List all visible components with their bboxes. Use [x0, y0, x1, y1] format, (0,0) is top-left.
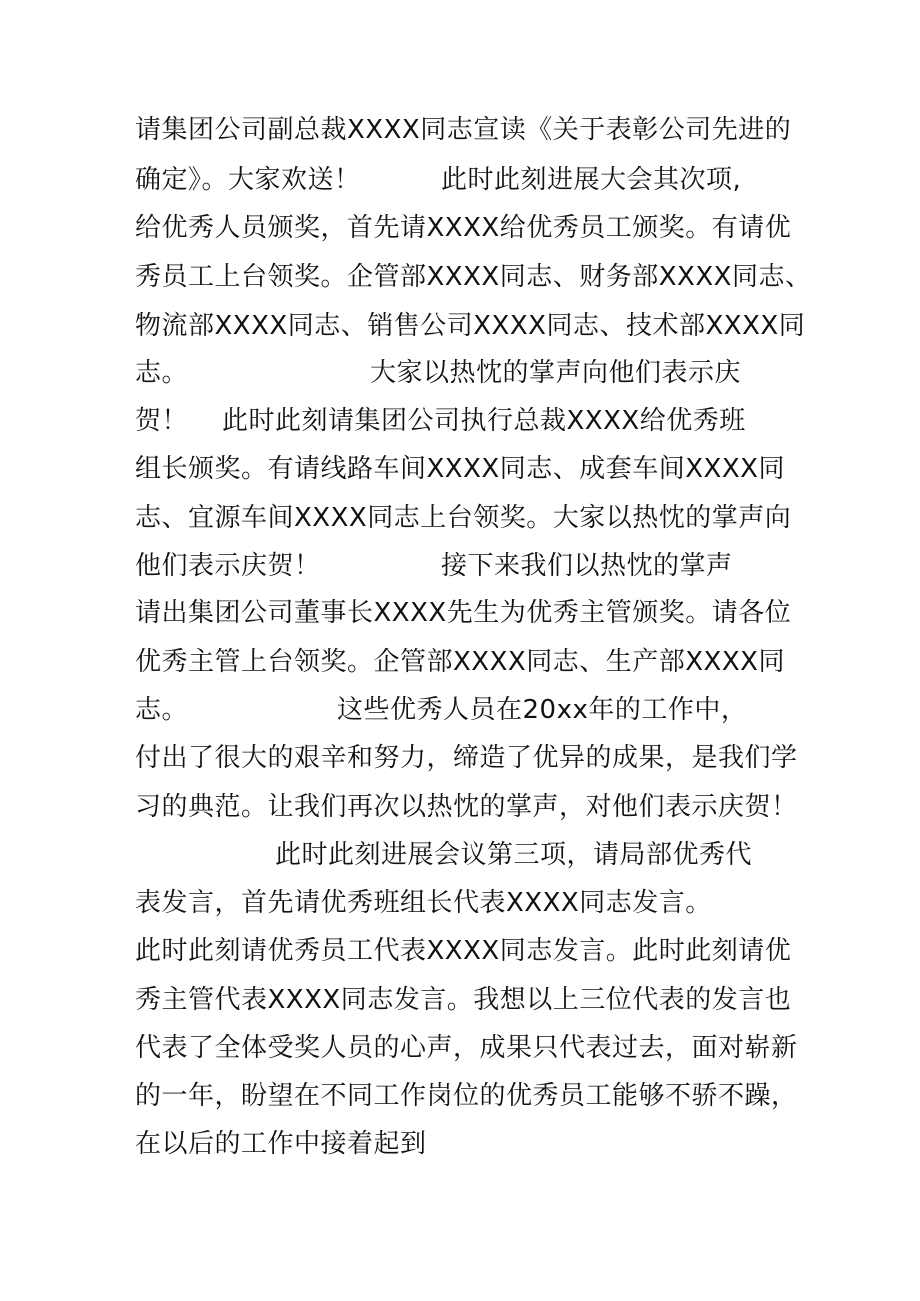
text-line: 贺！: [135, 406, 189, 436]
text-line: 此时此刻请优秀员工代表XXXX同志发言。此时此刻请优: [135, 936, 792, 966]
text-line: 请出集团公司董事长XXXX先生为优秀主管颁奖。请各位: [135, 598, 792, 628]
text-line: 这些优秀人员在20xx年的工作中，: [337, 695, 748, 725]
text-line: 的一年，盼望在不同工作岗位的优秀员工能够不骄不躁，: [135, 1081, 798, 1111]
text-line: 此时此刻进展会议第三项，请局部优秀代: [275, 840, 753, 870]
text-line: 确定》。大家欢送！: [135, 165, 361, 195]
text-line: 给优秀人员颁奖，首先请XXXX给优秀员工颁奖。有请优: [135, 213, 792, 243]
text-line: 志。: [135, 695, 189, 725]
text-line: 此时此刻请集团公司执行总裁XXXX给优秀班: [222, 406, 746, 436]
text-line: 习的典范。让我们再次以热忱的掌声，对他们表示庆贺！: [135, 792, 798, 822]
text-line: 代表了全体受奖人员的心声，成果只代表过去，面对崭新: [135, 1033, 798, 1063]
text-line: 在以后的工作中接着起到: [135, 1129, 427, 1159]
text-line: 付出了很大的艰辛和努力，缔造了优异的成果，是我们学: [135, 743, 798, 773]
text-line: 秀员工上台领奖。企管部XXXX同志、财务部XXXX同志、: [135, 262, 812, 292]
text-line: 志、宜源车间XXXX同志上台领奖。大家以热忱的掌声向: [135, 503, 792, 533]
text-line: 大家以热忱的掌声向他们表示庆: [370, 358, 742, 388]
text-line: 表发言，首先请优秀班组长代表XXXX同志发言。: [135, 888, 712, 918]
text-line: 接下来我们以热忱的掌声: [441, 551, 733, 581]
text-line: 他们表示庆贺！: [135, 551, 321, 581]
text-line: 物流部XXXX同志、销售公司XXXX同志、技术部XXXX同: [135, 311, 806, 341]
text-line: 请集团公司副总裁XXXX同志宣读《关于表彰公司先进的: [135, 115, 792, 145]
text-line: 优秀主管上台领奖。企管部XXXX同志、生产部XXXX同: [135, 647, 785, 677]
text-line: 秀主管代表XXXX同志发言。我想以上三位代表的发言也: [135, 985, 792, 1015]
text-line: 组长颁奖。有请线路车间XXXX同志、成套车间XXXX同: [135, 454, 785, 484]
text-line: 志。: [135, 358, 189, 388]
text-line: 此时此刻进展大会其次项,: [441, 165, 742, 195]
